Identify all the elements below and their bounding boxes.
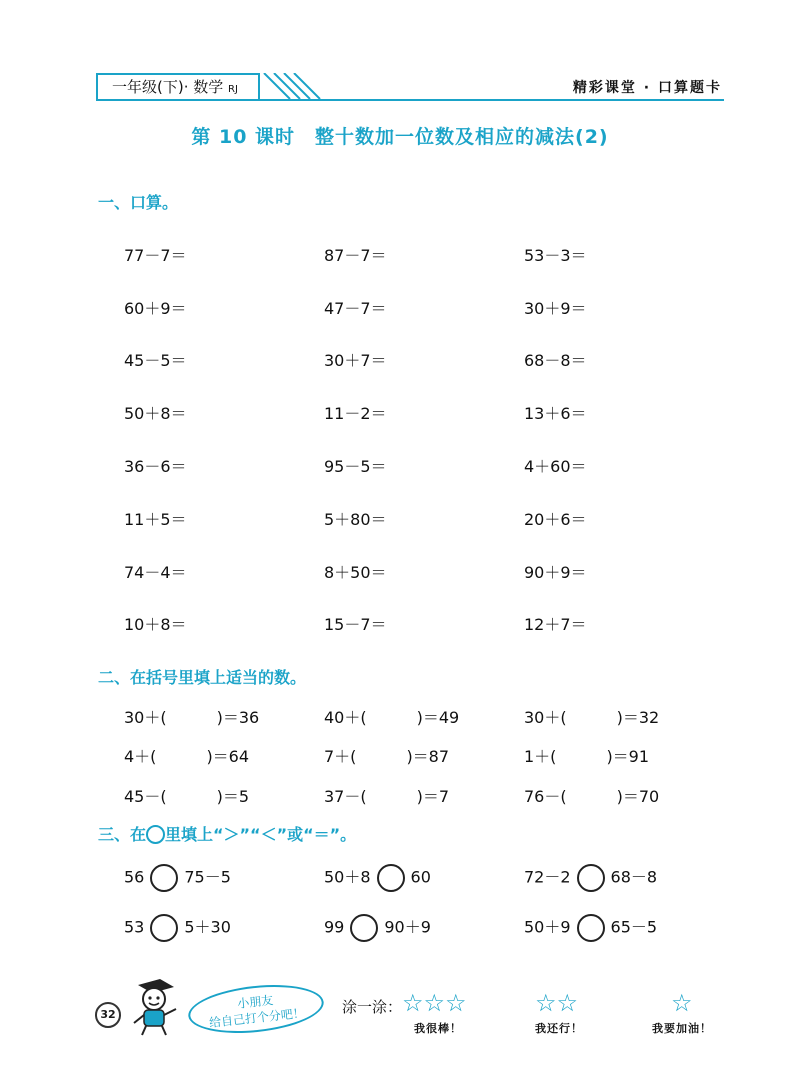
problem-left: 30＋( xyxy=(524,708,567,727)
oral-calc-problem: 77－7＝ xyxy=(124,246,187,265)
problem-right: )＝64 xyxy=(206,747,250,766)
rating-stars-3[interactable] xyxy=(402,991,467,1015)
problem-left: 7＋( xyxy=(324,747,357,766)
oral-calc-problem: 74－4＝ xyxy=(124,563,187,582)
compare-circle[interactable] xyxy=(350,914,378,942)
lesson-title: 第 10 课时 整十数加一位数及相应的减法(2) xyxy=(191,126,609,148)
compare-problem xyxy=(124,864,231,892)
compare-circle[interactable] xyxy=(150,864,178,892)
oral-calc-problem: 90＋9＝ xyxy=(524,563,587,582)
oral-calc-problem: 11－2＝ xyxy=(324,404,387,423)
problem-left: 4＋( xyxy=(124,747,157,766)
compare-left: 53 xyxy=(124,917,145,937)
oral-calc-problem: 12＋7＝ xyxy=(524,615,587,634)
oral-calc-problem: 60＋9＝ xyxy=(124,299,187,318)
compare-problem xyxy=(524,864,657,892)
oral-calc-problem: 11＋5＝ xyxy=(124,510,187,529)
oral-calc-problem: 95－5＝ xyxy=(324,457,387,476)
compare-right: 75－5 xyxy=(184,867,231,887)
compare-circle[interactable] xyxy=(577,914,605,942)
fill-blank-problem xyxy=(324,744,449,767)
section2-heading: 二、在括号里填上适当的数。 xyxy=(98,668,307,687)
edition-text: RJ xyxy=(228,84,238,95)
bubble-line1: 小朋友 xyxy=(236,993,274,1011)
student-mascot-icon xyxy=(124,975,186,1037)
problem-right: )＝87 xyxy=(406,747,450,766)
compare-left: 50＋9 xyxy=(524,917,571,937)
oral-calc-problem: 30＋7＝ xyxy=(324,351,387,370)
oral-calc-problem: 8＋50＝ xyxy=(324,563,387,582)
star-icon[interactable]: ☆ xyxy=(402,989,424,1017)
compare-left: 56 xyxy=(124,867,145,887)
section3-heading-a: 三、在 xyxy=(98,825,147,844)
oral-calc-problem: 20＋6＝ xyxy=(524,510,587,529)
oral-calc-problem: 30＋9＝ xyxy=(524,299,587,318)
compare-right: 60 xyxy=(410,867,431,887)
fill-blank-problem xyxy=(124,744,249,767)
circle-icon xyxy=(146,825,165,844)
compare-problem xyxy=(124,914,231,942)
compare-right: 5＋30 xyxy=(184,917,231,937)
oral-calc-problem: 13＋6＝ xyxy=(524,404,587,423)
fill-blank-problem xyxy=(324,784,449,807)
rating-caption-1: 我很棒！ xyxy=(414,1022,462,1035)
compare-right: 68－8 xyxy=(610,867,658,887)
rating-caption-3: 我要加油！ xyxy=(652,1022,712,1035)
paint-label: 涂一涂： xyxy=(342,998,403,1016)
oral-calc-problem: 10＋8＝ xyxy=(124,615,187,634)
problem-right: )＝7 xyxy=(416,787,450,806)
section1-heading: 一、口算。 xyxy=(98,193,179,212)
problem-left: 76－( xyxy=(524,787,567,806)
compare-left: 99 xyxy=(324,917,345,937)
page-number: 32 xyxy=(95,1002,121,1028)
compare-problem xyxy=(524,914,657,942)
compare-left: 72－2 xyxy=(524,867,571,887)
compare-right: 90＋9 xyxy=(384,917,431,937)
oral-calc-problem: 87－7＝ xyxy=(324,246,387,265)
oral-calc-problem: 15－7＝ xyxy=(324,615,387,634)
problem-right: )＝32 xyxy=(616,708,660,727)
fill-blank-problem xyxy=(524,744,649,767)
fill-blank-problem xyxy=(524,784,659,807)
problem-right: )＝36 xyxy=(216,708,260,727)
section3-heading xyxy=(98,822,356,845)
fill-blank-problem xyxy=(524,705,659,728)
oral-calc-problem: 45－5＝ xyxy=(124,351,187,370)
header-stripes-decoration xyxy=(262,73,322,99)
problem-right: )＝5 xyxy=(216,787,250,806)
star-icon[interactable]: ☆ xyxy=(423,989,446,1017)
series-title: 精彩课堂 · 口算题卡 xyxy=(572,80,722,96)
oral-calc-problem: 5＋80＝ xyxy=(324,510,387,529)
oral-calc-problem: 47－7＝ xyxy=(324,299,387,318)
star-icon[interactable]: ☆ xyxy=(556,989,579,1017)
grade-label xyxy=(96,73,260,99)
problem-left: 40＋( xyxy=(324,708,367,727)
compare-left: 50＋8 xyxy=(324,867,371,887)
problem-right: )＝91 xyxy=(606,747,650,766)
encouragement-bubble xyxy=(186,979,326,1039)
bubble-line2: 给自己打个分吧！ xyxy=(208,1005,306,1030)
problem-left: 45－( xyxy=(124,787,167,806)
oral-calc-problem: 68－8＝ xyxy=(524,351,587,370)
problem-left: 30＋( xyxy=(124,708,167,727)
compare-problem xyxy=(324,914,431,942)
compare-right: 65－5 xyxy=(610,917,658,937)
rating-stars-2[interactable] xyxy=(535,991,578,1015)
fill-blank-problem xyxy=(124,705,259,728)
fill-blank-problem xyxy=(124,784,249,807)
problem-right: )＝70 xyxy=(616,787,660,806)
compare-circle[interactable] xyxy=(577,864,605,892)
compare-problem xyxy=(324,864,431,892)
problem-left: 37－( xyxy=(324,787,367,806)
oral-calc-problem: 4＋60＝ xyxy=(524,457,587,476)
star-icon[interactable]: ☆ xyxy=(445,989,467,1017)
oral-calc-problem: 53－3＝ xyxy=(524,246,587,265)
fill-blank-problem xyxy=(324,705,459,728)
star-icon[interactable]: ☆ xyxy=(671,989,693,1017)
rating-caption-2: 我还行！ xyxy=(535,1022,583,1035)
oral-calc-problem: 50＋8＝ xyxy=(124,404,187,423)
grade-text: 一年级(下)· 数学 xyxy=(112,78,224,96)
header-rule xyxy=(96,99,724,101)
compare-circle[interactable] xyxy=(377,864,405,892)
compare-circle[interactable] xyxy=(150,914,178,942)
problem-left: 1＋( xyxy=(524,747,557,766)
problem-right: )＝49 xyxy=(416,708,460,727)
oral-calc-problem: 36－6＝ xyxy=(124,457,187,476)
star-icon[interactable]: ☆ xyxy=(535,989,557,1017)
section3-heading-b: 里填上“＞”“＜”或“＝”。 xyxy=(165,825,357,844)
rating-stars-1[interactable] xyxy=(671,991,693,1015)
